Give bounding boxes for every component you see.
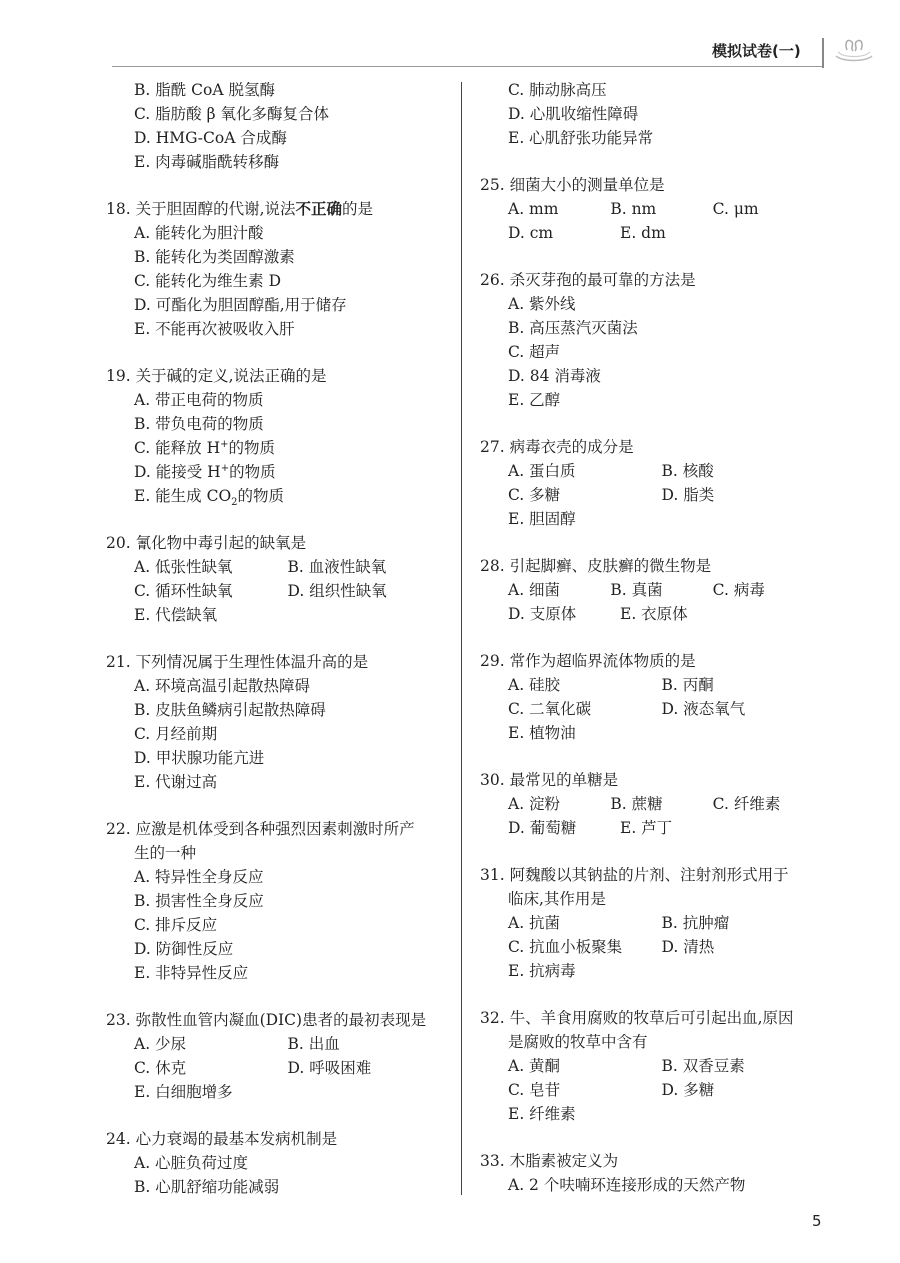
question-stem: 30. 最常见的单糖是 [480,771,619,789]
option-d: D. 可酯化为胆固醇酯,用于储存 [134,296,347,314]
question-stem: 27. 病毒衣壳的成分是 [480,438,634,456]
option-a: A. 带正电荷的物质 [134,391,264,409]
option-row [480,792,815,816]
option-b: B. 抗肿瘤 [661,914,730,932]
option-d: D. 葡萄糖 [508,819,577,837]
option-text-end: 的物质 [228,439,276,457]
option-d: D. cm [508,224,554,242]
option-b: B. 出血 [287,1035,340,1053]
question-stem: 29. 常作为超临界流体物质的是 [480,652,696,670]
option-d: D. 组织性缺氧 [287,582,387,600]
option-row [480,697,815,721]
question-17-continued [106,78,441,174]
question-27 [480,435,815,531]
question-stem: 23. 弥散性血管内凝血(DIC)患者的最初表现是 [106,1011,427,1029]
option-e: E. 非特异性反应 [134,964,249,982]
question-stem: 28. 引起脚癣、皮肤癣的微生物是 [480,557,712,575]
option-c: C. μm [712,200,759,218]
option-a: A. 蛋白质 [508,462,576,480]
option-c: C. 循环性缺氧 [134,582,233,600]
option-c: C. 肺动脉高压 [508,81,607,99]
option-a: A. 2 个呋喃环连接形成的天然产物 [508,1176,746,1194]
question-29 [480,649,815,745]
option-c: C. 休克 [134,1059,187,1077]
option-a: A. 少尿 [134,1035,187,1053]
question-33 [480,1149,815,1197]
option-b: B. 脂酰 CoA 脱氢酶 [134,81,275,99]
option-d: D. 呼吸困难 [287,1059,372,1077]
option-c: C. 皂苷 [508,1081,561,1099]
option-d: D. 支原体 [508,605,577,623]
subscript: 2 [231,497,238,509]
option-a: A. 低张性缺氧 [134,558,233,576]
question-18 [106,197,441,341]
question-stem [106,197,441,221]
option-row [480,816,815,840]
option-a: A. 能转化为胆汁酸 [134,224,264,242]
option-d: D. 甲状腺功能亢进 [134,749,265,767]
option-e: E. 代谢过高 [134,773,218,791]
option-c: C. 多糖 [508,486,561,504]
option-text: E. 能生成 CO [134,487,232,505]
header-separator [822,38,824,68]
option-a: A. 特异性全身反应 [134,868,264,886]
option-row [480,483,815,507]
option-d [106,460,441,484]
stem-text-end: 的是 [342,200,374,218]
option-d: D. 液态氧气 [661,700,746,718]
option-row [106,1032,441,1056]
option-row [480,673,815,697]
question-26 [480,268,815,412]
option-text-end: 的物质 [229,463,276,481]
header-rule [112,66,822,67]
stem-emphasis: 不正确 [295,200,343,218]
option-c: C. 病毒 [712,581,765,599]
question-stem: 31. 阿魏酸以其钠盐的片剂、注射剂形式用于 [480,866,789,884]
question-24 [106,1127,441,1199]
option-d: D. 清热 [661,938,715,956]
question-31 [480,863,815,983]
question-21 [106,650,441,794]
question-stem: 24. 心力衰竭的最基本发病机制是 [106,1130,338,1148]
option-a: A. mm [508,200,559,218]
option-c [106,436,441,460]
superscript: + [220,462,230,474]
option-row [480,935,815,959]
question-stem: 25. 细菌大小的测量单位是 [480,176,665,194]
question-stem: 22. 应激是机体受到各种强烈因素刺激时所产 [106,820,415,838]
option-a: A. 紫外线 [508,295,576,313]
option-e: E. 纤维素 [508,1105,576,1123]
option-b: B. 双香豆素 [661,1057,745,1075]
option-a: A. 细菌 [508,581,561,599]
option-row [106,555,441,579]
question-stem: 32. 牛、羊食用腐败的牧草后可引起出血,原因 [480,1009,794,1027]
option-row [480,1078,815,1102]
option-b: B. 血液性缺氧 [287,558,387,576]
question-19 [106,364,441,508]
option-c: C. 排斥反应 [134,916,218,934]
question-stem: 26. 杀灭芽孢的最可靠的方法是 [480,271,696,289]
question-25 [480,173,815,245]
option-row [480,459,815,483]
header-title: 模拟试卷(一) [712,42,801,60]
question-stem-cont: 是腐败的牧草中含有 [508,1033,648,1051]
option-d: D. 防御性反应 [134,940,234,958]
option-d: D. HMG-CoA 合成酶 [134,129,287,147]
option-b: B. 高压蒸汽灭菌法 [508,319,638,337]
question-stem: 33. 木脂素被定义为 [480,1152,619,1170]
question-stem: 21. 下列情况属于生理性体温升高的是 [106,653,369,671]
option-b: B. 真菌 [610,581,663,599]
option-c: C. 纤维素 [712,795,781,813]
column-divider [461,82,462,1195]
option-e: E. 植物油 [508,724,576,742]
option-c: C. 月经前期 [134,725,218,743]
question-23 [106,1008,441,1104]
left-column [106,78,441,1199]
option-e: E. 心肌舒张功能异常 [508,129,654,147]
question-32 [480,1006,815,1126]
option-c: C. 脂肪酸 β 氧化多酶复合体 [134,105,329,123]
option-e: E. 代偿缺氧 [134,606,218,624]
option-d: D. 多糖 [661,1081,715,1099]
option-e: E. 不能再次被吸收入肝 [134,320,295,338]
option-text: C. 能释放 H [134,439,221,457]
option-row [480,221,815,245]
option-b: B. 丙酮 [661,676,714,694]
option-e: E. 芦丁 [620,819,673,837]
option-a: A. 黄酮 [508,1057,561,1075]
option-e [106,484,441,508]
question-30 [480,768,815,840]
option-d: D. 心肌收缩性障碍 [508,105,639,123]
option-row [480,578,815,602]
option-a: A. 环境高温引起散热障碍 [134,677,311,695]
option-b: B. 蔗糖 [610,795,663,813]
option-b: B. 心肌舒缩功能减弱 [134,1178,280,1196]
option-d: D. 脂类 [661,486,715,504]
option-d: D. 84 消毒液 [508,367,601,385]
page-number: 5 [812,1212,822,1230]
question-28 [480,554,815,626]
question-stem-cont: 生的一种 [134,844,197,862]
question-stem-cont: 临床,其作用是 [508,890,606,908]
option-row [480,911,815,935]
stem-text: 18. 关于胆固醇的代谢,说法 [106,200,296,218]
option-e: E. 肉毒碱脂酰转移酶 [134,153,280,171]
option-row [480,602,815,626]
option-c: C. 二氧化碳 [508,700,592,718]
option-text-end: 的物质 [237,487,285,505]
right-column [480,78,815,1197]
question-24-continued [480,78,815,150]
option-a: A. 抗菌 [508,914,561,932]
option-c: C. 能转化为维生素 D [134,272,282,290]
question-stem: 19. 关于碱的定义,说法正确的是 [106,367,327,385]
option-e: E. dm [620,224,666,242]
option-row [106,1056,441,1080]
option-b: B. 带负电荷的物质 [134,415,264,433]
option-a: A. 心脏负荷过度 [134,1154,249,1172]
option-b: B. 核酸 [661,462,714,480]
option-b: B. nm [610,200,657,218]
option-e: E. 白细胞增多 [134,1083,233,1101]
question-22 [106,817,441,985]
option-b: B. 皮肤鱼鳞病引起散热障碍 [134,701,326,719]
superscript: + [220,438,229,450]
option-row [106,579,441,603]
swan-logo-icon [832,34,876,64]
option-e: E. 乙醇 [508,391,561,409]
option-c: C. 抗血小板聚集 [508,938,623,956]
option-e: E. 胆固醇 [508,510,576,528]
option-row [480,1054,815,1078]
option-row [480,197,815,221]
question-stem: 20. 氰化物中毒引起的缺氧是 [106,534,307,552]
option-b: B. 损害性全身反应 [134,892,264,910]
option-c: C. 超声 [508,343,561,361]
option-a: A. 硅胶 [508,676,561,694]
question-20 [106,531,441,627]
option-b: B. 能转化为类固醇激素 [134,248,295,266]
option-a: A. 淀粉 [508,795,561,813]
option-text: D. 能接受 H [134,463,221,481]
option-e: E. 衣原体 [620,605,688,623]
option-e: E. 抗病毒 [508,962,576,980]
